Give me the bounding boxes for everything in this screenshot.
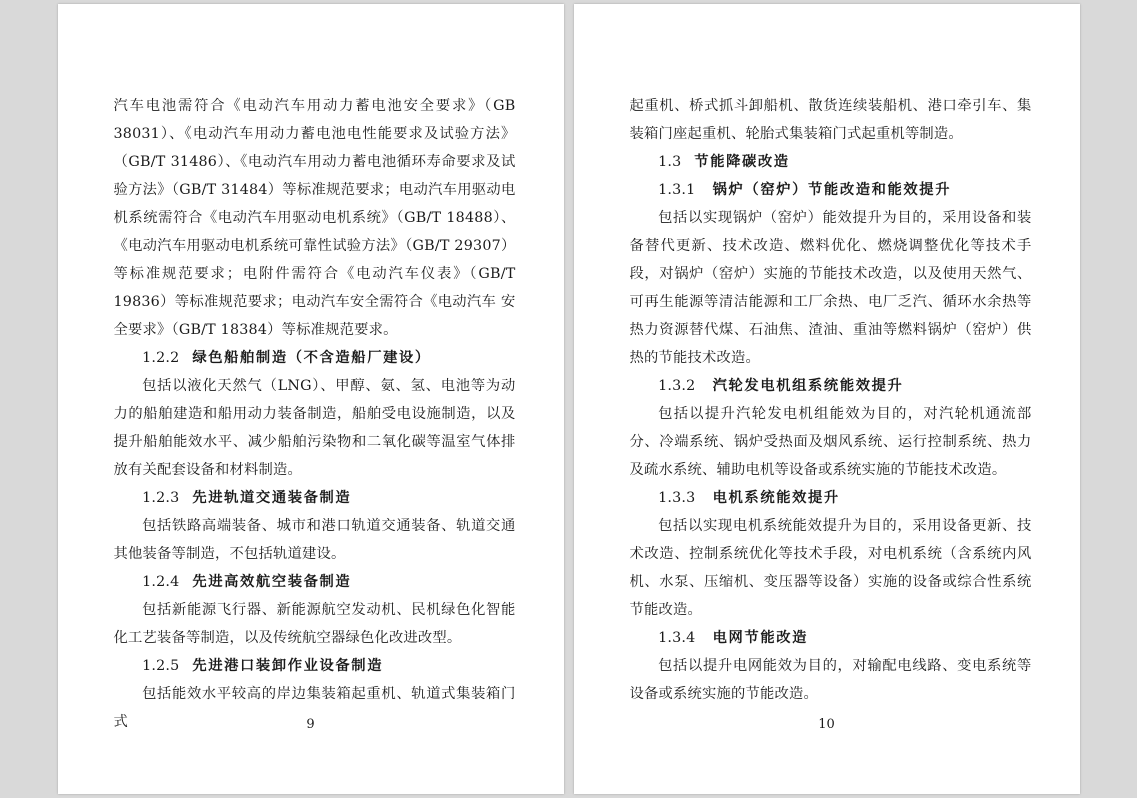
document-page-left bbox=[58, 4, 564, 794]
section-heading bbox=[630, 176, 1032, 204]
section-number: 1.2.3 bbox=[142, 490, 180, 506]
section-title: 电机系统能效提升 bbox=[712, 490, 840, 506]
section-title: 先进港口装卸作业设备制造 bbox=[192, 658, 384, 674]
paragraph: 包括以实现电机系统能效提升为目的，采用设备更新、技术改造、控制系统优化等技术手段，对电机系统（含系统内风机、水泵、压缩机、变压器等设备）实施的设备或综合性系统节能改造。 bbox=[629, 518, 1032, 618]
paragraph: 包括以液化天然气（LNG）、甲醇、氨、氢、电池等为动力的船舶建造和船用动力装备制造，船舶受电设施制造，以及提升船舶能效水平、减少船舶污染物和二氧化碳等温室气体排放有关配套设备和材料制造。 bbox=[113, 378, 516, 478]
paragraph: 包括以实现锅炉（窑炉）能效提升为目的，采用设备和装备替代更新、技术改造、燃料优化、燃烧调整优化等技术手段，对锅炉（窑炉）实施的节能技术改造，以及使用天然气、可再生能源等清洁能源和工厂余热、电厂乏汽、循环水余热等热力资源替代煤、石油焦、渣油、重油等燃料锅炉（窑炉）供热的节能技术改造。 bbox=[629, 210, 1032, 366]
section-title: 电网节能改造 bbox=[712, 630, 809, 646]
section-number: 1.2.4 bbox=[142, 574, 180, 590]
section-number: 1.3.3 bbox=[658, 490, 696, 506]
paragraph: 包括铁路高端装备、城市和港口轨道交通装备、轨道交通其他装备等制造，不包括轨道建设。 bbox=[113, 518, 516, 562]
section-heading bbox=[630, 148, 1032, 176]
section-number: 1.3.2 bbox=[658, 378, 696, 394]
section-heading bbox=[114, 484, 516, 512]
paragraph: 起重机、桥式抓斗卸船机、散货连续装船机、港口牵引车、集装箱门座起重机、轮胎式集装箱门式起重机等制造。 bbox=[629, 98, 1032, 142]
section-title: 绿色船舶制造（不含造船厂建设） bbox=[192, 350, 431, 366]
page-content-right bbox=[630, 92, 1032, 708]
page-number: 9 bbox=[306, 717, 315, 732]
section-title: 先进轨道交通装备制造 bbox=[192, 490, 352, 506]
paragraph: 包括新能源飞行器、新能源航空发动机、民机绿色化智能化工艺装备等制造，以及传统航空器绿色化改进改型。 bbox=[113, 602, 516, 646]
section-heading bbox=[114, 652, 516, 680]
page-number: 10 bbox=[818, 717, 835, 732]
section-number: 1.3.1 bbox=[658, 182, 696, 198]
section-heading bbox=[630, 372, 1032, 400]
page-content-left bbox=[114, 92, 516, 736]
paragraph: 包括能效水平较高的岸边集装箱起重机、轨道式集装箱门式 bbox=[113, 686, 516, 730]
section-number: 1.2.2 bbox=[142, 350, 180, 366]
section-heading bbox=[114, 344, 516, 372]
section-heading bbox=[630, 484, 1032, 512]
section-title: 节能降碳改造 bbox=[694, 154, 790, 170]
section-number: 1.2.5 bbox=[142, 658, 180, 674]
section-number: 1.3 bbox=[658, 154, 682, 170]
section-title: 锅炉（窑炉）节能改造和能效提升 bbox=[712, 182, 952, 198]
section-number: 1.3.4 bbox=[658, 630, 696, 646]
section-heading bbox=[114, 568, 516, 596]
paragraph: 包括以提升电网能效为目的，对输配电线路、变电系统等设备或系统实施的节能改造。 bbox=[629, 658, 1032, 702]
paragraph: 包括以提升汽轮发电机组能效为目的，对汽轮机通流部分、冷端系统、锅炉受热面及烟风系统、运行控制系统、热力及疏水系统、辅助电机等设备或系统实施的节能技术改造。 bbox=[629, 406, 1032, 478]
section-title: 先进高效航空装备制造 bbox=[192, 574, 352, 590]
section-title: 汽轮发电机组系统能效提升 bbox=[712, 378, 904, 394]
paragraph: 汽车电池需符合《电动汽车用动力蓄电池安全要求》（GB 38031）、《电动汽车用动力蓄电池电性能要求及试验方法》（GB/T 31486）、《电动汽车用动力蓄电池循环寿命要求及试验方法》（GB/T 31484）等标准规范要求；电动汽车用驱动电机系统需符合《电动汽车用驱动电机系统》（GB/T 18488）、《电动汽车用驱动电机系统可靠性试验方法》（GB/T 29307）等标准规范要求；电附件需符合《电动汽车仪表》（GB/T 19836）等标准规范要求；电动汽车安全需符合《电动汽车 安全要求》（GB/T 18384）等标准规范要求。 bbox=[113, 98, 516, 338]
section-heading bbox=[630, 624, 1032, 652]
document-page-right bbox=[574, 4, 1080, 794]
